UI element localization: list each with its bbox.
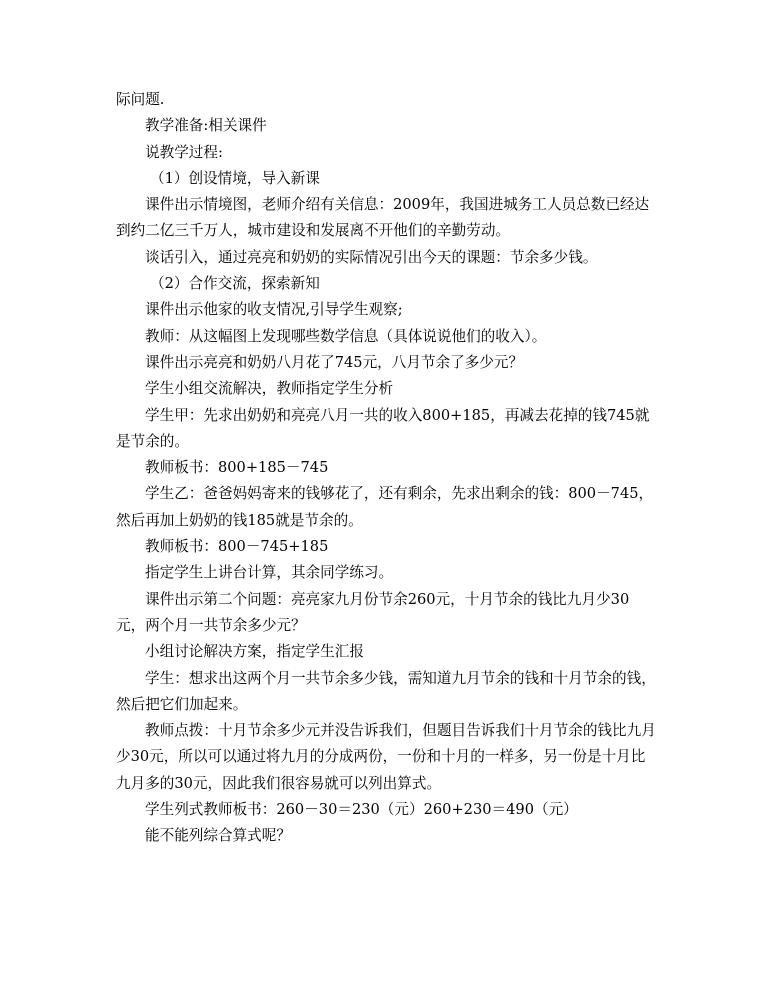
paragraph: 课件出示第二个问题：亮亮家九月份节余260元，十月节余的钱比九月少30元，两个月一共节余多少元？ xyxy=(116,590,630,634)
section-heading-2: （2）合作交流，探索新知 xyxy=(150,275,320,293)
paragraph: 教师板书：800－745+185 xyxy=(145,538,329,556)
paragraph: 谈话引入，通过亮亮和奶奶的实际情况引出今天的课题：节余多少钱。 xyxy=(145,248,598,266)
section-heading-1: （1）创设情境，导入新课 xyxy=(150,169,320,187)
paragraph: 小组讨论解决方案，指定学生汇报 xyxy=(145,643,364,661)
paragraph: 学生甲：先求出奶奶和亮亮八月一共的收入800+185，再减去花掉的钱745就是节余的。 xyxy=(116,406,650,450)
paragraph: 学生小组交流解决，教师指定学生分析 xyxy=(145,380,394,398)
paragraph: 学生列式教师板书：260－30＝230（元）260+230＝490（元） xyxy=(145,801,578,819)
document-body xyxy=(116,87,658,850)
paragraph: 指定学生上讲台计算，其余同学练习。 xyxy=(145,564,394,582)
paragraph: 学生乙：爸爸妈妈寄来的钱够花了，还有剩余，先求出剩余的钱：800－745，然后再加上奶奶的钱185就是节余的。 xyxy=(116,485,654,529)
paragraph: 课件出示情境图，老师介绍有关信息：2009年，我国进城务工人员总数已经达到约二亿三千万人，城市建设和发展离不开他们的辛勤劳动。 xyxy=(116,196,650,240)
paragraph: 教师：从这幅图上发现哪些数学信息（具体说说他们的收入）。 xyxy=(145,327,547,345)
paragraph-continuation: 际问题. xyxy=(116,91,165,108)
paragraph-teaching-preparation: 教学准备:相关课件 xyxy=(145,117,267,135)
paragraph: 学生：想求出这两个月一共节余多少钱，需知道九月节余的钱和十月节余的钱，然后把它们加起来。 xyxy=(116,669,656,713)
paragraph: 教师板书：800+185－745 xyxy=(145,459,329,477)
paragraph-process-heading: 说教学过程: xyxy=(145,143,223,161)
paragraph: 能不能列综合算式呢？ xyxy=(145,827,291,845)
paragraph: 教师点拨：十月节余多少元并没告诉我们，但题目告诉我们十月节余的钱比九月少30元，所以可以通过将九月的分成两份，一份和十月的一样多，另一份是十月比九月多的30元，因此我们很容易就可以列出算式。 xyxy=(116,722,656,792)
paragraph: 课件出示亮亮和奶奶八月花了745元，八月节余了多少元？ xyxy=(145,353,524,371)
paragraph: 课件出示他家的收支情况,引导学生观察; xyxy=(145,301,403,319)
